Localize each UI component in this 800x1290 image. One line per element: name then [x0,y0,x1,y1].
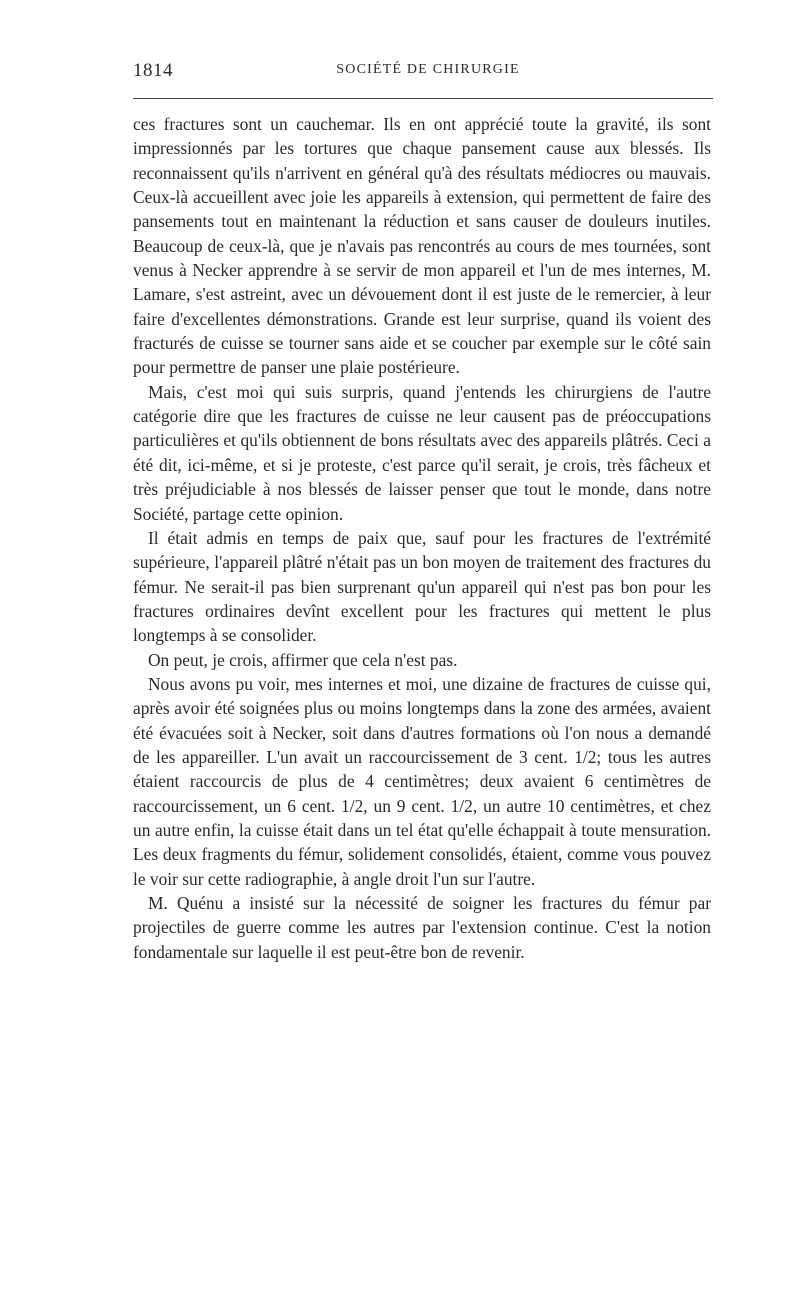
page-header [133,60,713,88]
paragraph: Il était admis en temps de paix que, sauf pour les fractures de l'extrémité supérieure, l'appareil plâtré n'était pas un bon moyen de traitement des fractures du fémur. Ne serait-il pas bien surprenant qu'un appareil qui n'est pas bon pour les fractures ordinaires devînt excellent pour les fractures qui mettent le plus longtemps à se consolider. [133,527,711,646]
paragraph: Mais, c'est moi qui suis surpris, quand j'entends les chirurgiens de l'autre catégorie dire que les fractures de cuisse ne leur causent pas de préoccupations particulières et qu'ils obtiennent de bons résultats avec des appareils plâtrés. Ceci a été dit, ici-même, et si je proteste, c'est parce qu'il serait, je crois, très fâcheux et très préjudiciable à nos blessés de laisser penser que tout le monde, dans notre Société, partage cette opinion. [133,381,711,524]
running-title: SOCIÉTÉ DE CHIRURGIE [336,62,520,77]
paragraph: On peut, je crois, affirmer que cela n'est pas. [148,649,458,670]
paragraph: M. Quénu a insisté sur la nécessité de soigner les fractures du fémur par projectiles de guerre comme les autres par l'extension continue. C'est la notion fondamentale sur laquelle il est peut-être bon de revenir. [133,893,711,962]
header-rule [133,98,713,99]
paragraph: ces fractures sont un cauchemar. Ils en ont apprécié toute la gravité, ils sont impressionnés par les tortures que chaque pansement cause aux blessés. Ils reconnaissent qu'ils n'arrivent en général qu'à des résultats médiocres ou mauvais. Ceux-là accueillent avec joie les appareils à extension, qui permettent de faire des pansements tout en maintenant la réduction et sans causer de douleurs inutiles. Beaucoup de ceux-là, que je n'avais pas rencontrés au cours de mes tournées, sont venus à Necker apprendre à se servir de mon appareil et l'un de mes internes, M. Lamare, s'est astreint, avec un dévouement dont il est juste de le remercier, à leur faire d'excellentes démonstrations. Grande est leur surprise, quand ils voient des fracturés de cuisse se tourner sans aide et se coucher par exemple sur le côté sain pour permettre de panser une plaie postérieure. [133,114,711,378]
body-text [133,112,711,964]
paragraph: Nous avons pu voir, mes internes et moi, une dizaine de fractures de cuisse qui, après avoir été soignées plus ou moins longtemps dans la zone des armées, avaient été évacuées soit à Necker, soit dans d'autres formations où l'on nous a demandé de les appareiller. L'un avait un raccourcissement de 3 cent. 1/2; tous les autres étaient raccourcis de plus de 4 centimètres; deux avaient 6 centimètres de raccourcissement, un 6 cent. 1/2, un 9 cent. 1/2, un autre 10 centimètres, et chez un autre enfin, la cuisse était dans un tel état qu'elle échappait à toute mensuration. Les deux fragments du fémur, solidement consolidés, étaient, comme vous pouvez le voir sur cette radiographie, à angle droit l'un sur l'autre. [133,673,711,889]
page-number: 1814 [133,60,173,81]
